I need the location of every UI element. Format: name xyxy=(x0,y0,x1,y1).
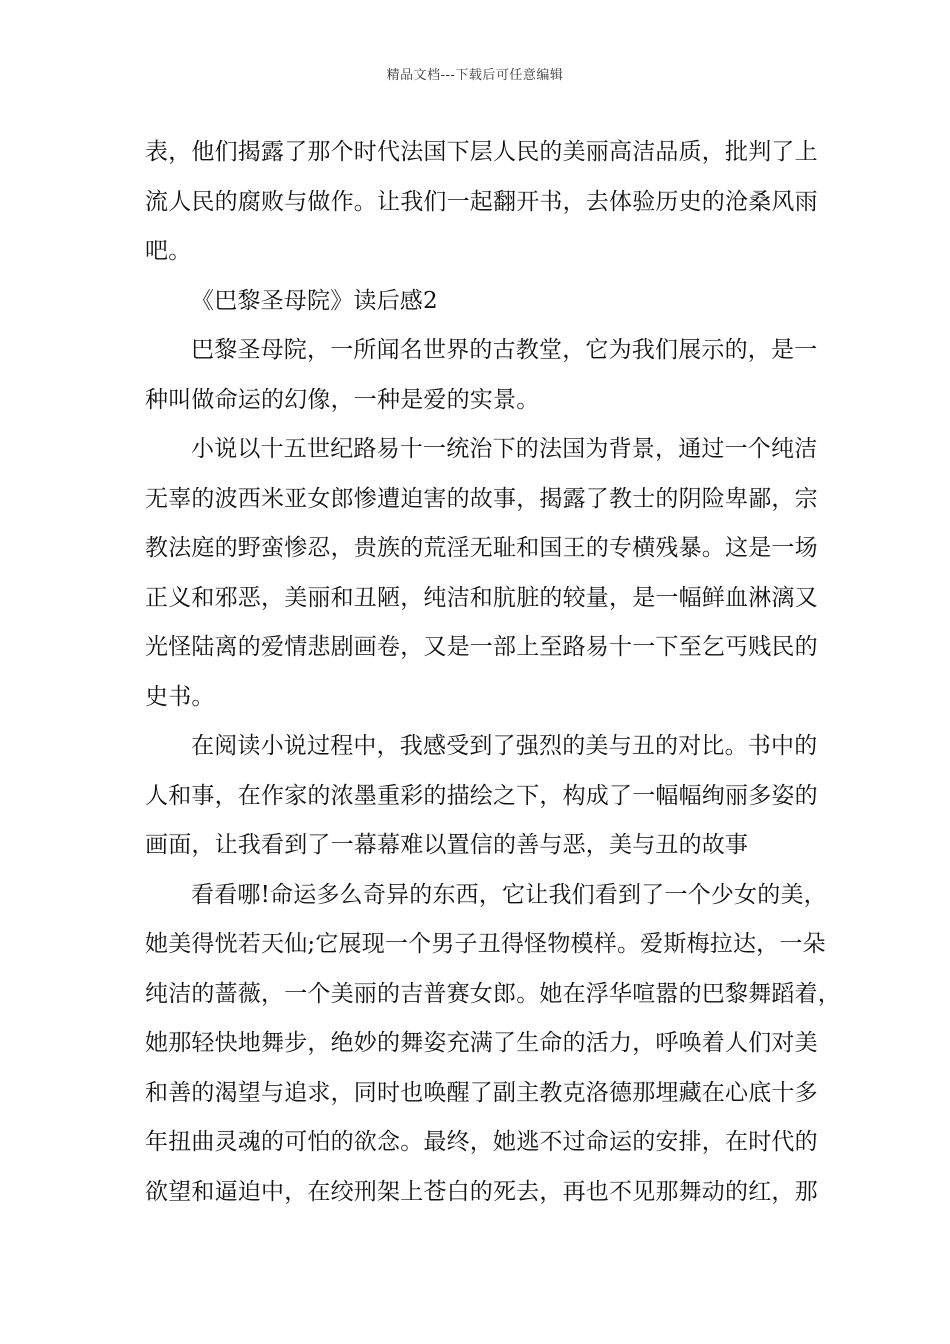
text-line: 小说以十五世纪路易十一统治下的法国为背景，通过一个纯洁 xyxy=(191,436,818,462)
text-line: 纯洁的蔷薇，一个美丽的吉普赛女郎。她在浮华喧嚣的巴黎舞蹈着， xyxy=(145,980,841,1007)
page-header: 精品文档---下载后可任意编辑 xyxy=(386,68,564,83)
text-line: 和善的渴望与追求，同时也唤醒了副主教克洛德那埋藏在心底十多 xyxy=(145,1079,818,1106)
text-line: 在阅读小说过程中，我感受到了强烈的美与丑的对比。书中的 xyxy=(191,733,818,759)
document-body xyxy=(145,128,841,1217)
text-line: 光怪陆离的爱情悲剧画卷，又是一部上至路易十一下至乞丐贱民的 xyxy=(145,634,818,660)
text-line: 《巴黎圣母院》读后感2 xyxy=(191,287,438,314)
text-line: 年扭曲灵魂的可怕的欲念。最终，她逃不过命运的安排，在时代的 xyxy=(145,1129,818,1155)
text-line: 表，他们揭露了那个时代法国下层人民的美丽高洁品质，批判了上 xyxy=(145,139,818,165)
text-line: 流人民的腐败与做作。让我们一起翻开书，去体验历史的沧桑风雨 xyxy=(145,188,818,215)
text-line: 画面，让我看到了一幕幕难以置信的善与恶，美与丑的故事 xyxy=(145,832,749,858)
text-line: 种叫做命运的幻像，一种是爱的实景。 xyxy=(145,386,540,413)
text-line: 无辜的波西米亚女郎惨遭迫害的故事，揭露了教士的阴险卑鄙，宗 xyxy=(145,485,818,512)
text-line: 她美得恍若天仙;它展现一个男子丑得怪物模样。爱斯梅拉达，一朵 xyxy=(145,931,826,957)
text-line: 看看哪!命运多么奇异的东西，它让我们看到了一个少女的美， xyxy=(191,881,827,908)
text-line: 巴黎圣母院，一所闻名世界的古教堂，它为我们展示的，是一 xyxy=(191,337,818,363)
text-line: 史书。 xyxy=(145,683,215,710)
text-line: 她那轻快地舞步，绝妙的舞姿充满了生命的活力，呼唤着人们对美 xyxy=(145,1030,818,1056)
text-line: 人和事，在作家的浓墨重彩的描绘之下，构成了一幅幅绚丽多姿的 xyxy=(145,782,818,809)
text-line: 欲望和逼迫中，在绞刑架上苍白的死去，再也不见那舞动的红，那 xyxy=(145,1178,818,1205)
text-line: 吧。 xyxy=(145,238,192,264)
text-line: 正义和邪恶，美丽和丑陋，纯洁和肮脏的较量，是一幅鲜血淋漓又 xyxy=(145,584,818,611)
text-line: 教法庭的野蛮惨忍，贵族的荒淫无耻和国王的专横残暴。这是一场 xyxy=(145,535,818,561)
